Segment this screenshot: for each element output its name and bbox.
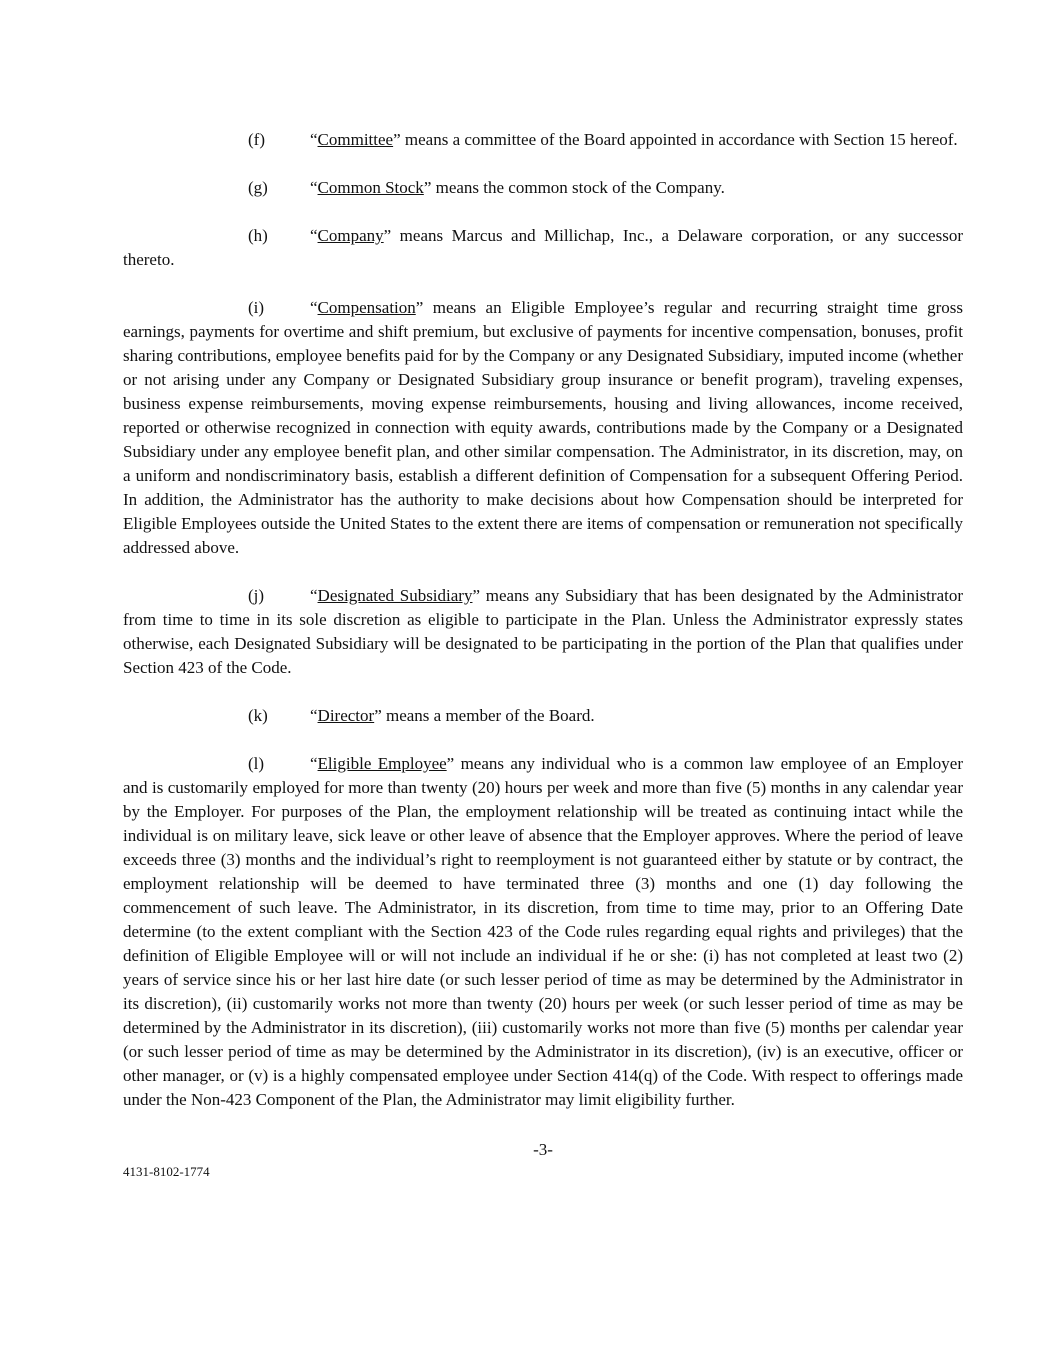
paragraph-text: means a committee of the Board appointed in accordance with Section 15 hereof. <box>400 130 958 149</box>
paragraph-letter: (f) <box>248 130 265 149</box>
open-quote: “ <box>310 754 318 773</box>
defined-term: Common Stock <box>317 178 424 197</box>
paragraph-letter: (i) <box>248 298 265 317</box>
close-quote: ” <box>374 706 382 725</box>
close-quote: ” <box>383 226 392 245</box>
open-quote: “ <box>310 226 318 245</box>
paragraph-text: means an Eligible Employee’s regular and recurring straight time gross earnings, payments for overtime and shift premium, but exclusive of payments for incentive compensation, bonuses, profit sharing contributions, employee benefits paid for by the Company or any Designated Subsidiary, imputed income (whether or not arising under any Company or Designated Subsidiary group insurance or benefit program), traveling expenses, business expense reimbursements, moving expense reimbursements, housing and living allowances, income received, reported or otherwise recognized in connection with equity awards, contributions made by the Company or a Designated Subsidiary under any employee benefit plan, and other similar compensation. The Administrator, in its discretion, may, on a uniform and nondiscriminatory basis, establish a different definition of Compensation for a subsequent Offering Period. In addition, the Administrator has the authority to make decisions about how Compensation should be interpreted for Eligible Employees outside the United States to the extent there are items of compensation or remuneration not specifically addressed above. <box>123 298 963 557</box>
definition-paragraph-l <box>123 752 963 1112</box>
definition-paragraph-j <box>123 584 963 680</box>
close-quote: ” <box>415 298 424 317</box>
close-quote: ” <box>472 586 481 605</box>
definition-paragraph-f <box>123 128 963 152</box>
defined-term: Eligible Employee <box>317 754 447 773</box>
definition-paragraph-k <box>123 704 963 728</box>
paragraph-letter: (g) <box>248 178 268 197</box>
paragraph-text: means the common stock of the Company. <box>431 178 725 197</box>
definition-paragraph-g <box>123 176 963 200</box>
definition-paragraph-i <box>123 296 963 560</box>
open-quote: “ <box>310 586 318 605</box>
defined-term: Director <box>317 706 375 725</box>
open-quote: “ <box>310 178 318 197</box>
paragraph-letter: (l) <box>248 754 265 773</box>
open-quote: “ <box>310 298 318 317</box>
paragraph-letter: (j) <box>248 586 265 605</box>
paragraph-text: means any individual who is a common law employee of an Employer and is customarily employed for more than twenty (20) hours per week and more than five (5) months in any calendar year by the Employer. For purposes of the Plan, the employment relationship will be treated as continuing intact while the individual is on military leave, sick leave or other leave of absence that the Employer approves. Where the period of leave exceeds three (3) months and the individual’s right to reemployment is not guaranteed either by statute or by contract, the employment relationship will be deemed to have terminated three (3) months and one (1) day following the commencement of such leave. The Administrator, in its discretion, from time to time may, prior to an Offering Date determine (to the extent compliant with the Section 423 of the Code rules regarding equal rights and privileges) that the definition of Eligible Employee will or will not include an individual if he or she: (i) has not completed at least two (2) years of service since his or her last hire date (or such lesser period of time as may be determined by the Administrator in its discretion), (ii) customarily works not more than twenty (20) hours per week (or such lesser period of time as may be determined by the Administrator in its discretion), (iii) customarily works not more than five (5) months per calendar year (or such lesser period of time as may be determined by the Administrator in its discretion), (iv) is an executive, officer or other manager, or (v) is a highly compensated employee under Section 414(q) of the Code. With respect to offerings made under the Non-423 Component of the Plan, the Administrator may limit eligibility further. <box>123 754 963 1109</box>
paragraph-letter: (h) <box>248 226 268 245</box>
open-quote: “ <box>310 130 318 149</box>
document-id-number: 4131-8102-1774 <box>123 1164 210 1179</box>
defined-term: Committee <box>317 130 394 149</box>
definition-paragraph-h <box>123 224 963 272</box>
defined-term: Company <box>317 226 384 245</box>
close-quote: ” <box>423 178 432 197</box>
defined-term: Compensation <box>317 298 416 317</box>
document-body <box>123 128 963 1112</box>
open-quote: “ <box>310 706 318 725</box>
page-number: -3- <box>533 1140 553 1159</box>
close-quote: ” <box>446 754 455 773</box>
defined-term: Designated Subsidiary <box>317 586 473 605</box>
paragraph-text: means a member of the Board. <box>381 706 595 725</box>
paragraph-letter: (k) <box>248 706 268 725</box>
paragraph-text: means any Subsidiary that has been designated by the Administrator from time to time in its sole discretion as eligible to participate in the Plan. Unless the Administrator expressly states otherwise, each Designated Subsidiary will be designated to be participating in the portion of the Plan that qualifies under Section 423 of the Code. <box>123 586 963 677</box>
close-quote: ” <box>393 130 401 149</box>
paragraph-text: means Marcus and Millichap, Inc., a Delaware corporation, or any successor thereto. <box>123 226 963 269</box>
